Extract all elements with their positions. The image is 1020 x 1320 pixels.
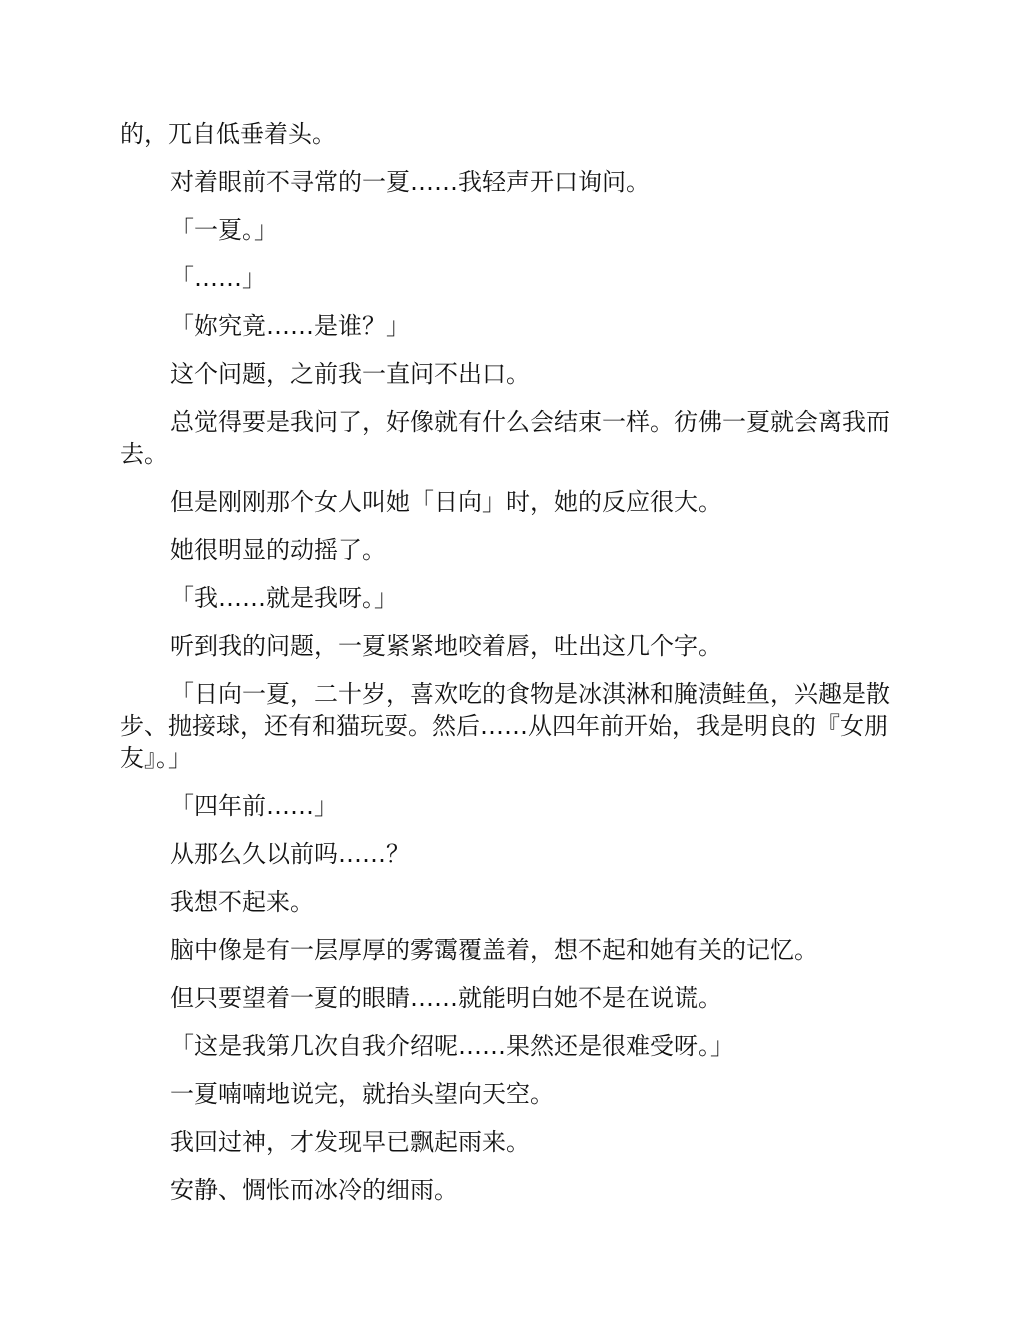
paragraph-16: 脑中像是有一层厚厚的雾霭覆盖着，想不起和她有关的记忆。 bbox=[170, 936, 818, 964]
paragraph-10: 「我……就是我呀。」 bbox=[170, 584, 398, 612]
paragraph-5: 「妳究竟……是谁？」 bbox=[170, 312, 410, 340]
paragraph-6: 这个问题，之前我一直问不出口。 bbox=[170, 360, 530, 388]
paragraph-19: 一夏喃喃地说完，就抬头望向天空。 bbox=[170, 1080, 554, 1108]
paragraph-21: 安静、惆怅而冰冷的细雨。 bbox=[170, 1176, 458, 1204]
paragraph-18: 「这是我第几次自我介绍呢……果然还是很难受呀。」 bbox=[170, 1032, 734, 1060]
paragraph-15: 我想不起来。 bbox=[170, 888, 314, 916]
paragraph-9: 她很明显的动摇了。 bbox=[170, 536, 386, 564]
paragraph-20: 我回过神，才发现早已飘起雨来。 bbox=[170, 1128, 530, 1156]
paragraph-8: 但是刚刚那个女人叫她「日向」时，她的反应很大。 bbox=[170, 488, 722, 516]
paragraph-13: 「四年前……」 bbox=[170, 792, 338, 820]
body-text bbox=[120, 118, 910, 1222]
paragraph-17: 但只要望着一夏的眼睛……就能明白她不是在说谎。 bbox=[170, 984, 722, 1012]
paragraph-1: 的，兀自低垂着头。 bbox=[120, 120, 336, 148]
paragraph-12: 「日向一夏，二十岁，喜欢吃的食物是冰淇淋和腌渍鲑鱼，兴趣是散步、抛接球，还有和猫玩耍。然后……从四年前开始，我是明良的『女朋友』。」 bbox=[120, 680, 890, 772]
paragraph-14: 从那么久以前吗……？ bbox=[170, 840, 410, 868]
paragraph-2: 对着眼前不寻常的一夏……我轻声开口询问。 bbox=[170, 168, 650, 196]
paragraph-7: 总觉得要是我问了，好像就有什么会结束一样。彷佛一夏就会离我而去。 bbox=[120, 408, 890, 468]
paragraph-11: 听到我的问题，一夏紧紧地咬着唇，吐出这几个字。 bbox=[170, 632, 722, 660]
paragraph-3: 「一夏。」 bbox=[170, 216, 278, 244]
paragraph-4: 「……」 bbox=[170, 264, 266, 292]
